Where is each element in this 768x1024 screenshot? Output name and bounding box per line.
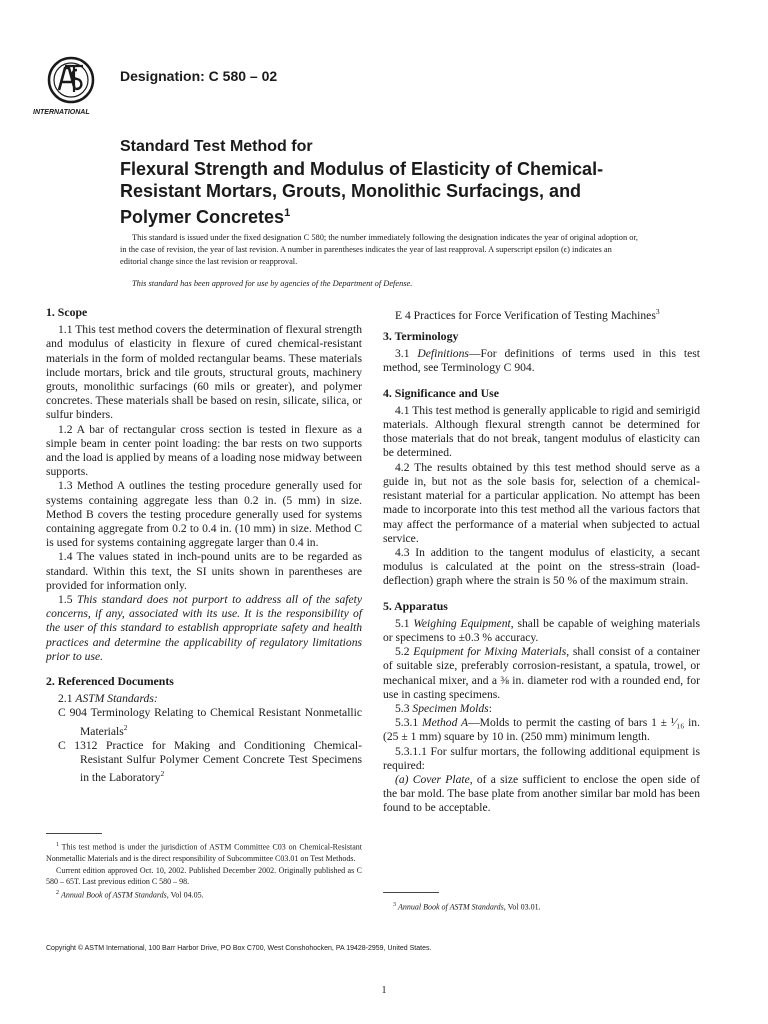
dod-approval-text: This standard has been approved for use by agencies of the Department of Defense. — [132, 279, 413, 288]
section-heading-terminology: 3. Terminology — [383, 329, 459, 344]
right-column — [383, 305, 700, 816]
copyright-notice: Copyright © ASTM International, 100 Barr Harbor Drive, PO Box C700, West Conshohocken, PA 19428-2959, United States. — [46, 945, 432, 952]
page-number: 1 — [381, 985, 387, 996]
section-heading-significance: 4. Significance and Use — [383, 385, 500, 400]
section-heading-apparatus: 5. Apparatus — [383, 598, 448, 613]
logo-wordmark: INTERNATIONAL — [33, 109, 90, 116]
paragraph-3-1: 3.1 Definitions—For definitions of terms used in this test method, see Terminology C 904. — [383, 347, 700, 375]
title-footnote-mark: 1 — [284, 207, 291, 219]
designation: Designation: C 580 – 02 — [120, 68, 278, 84]
document-title — [120, 136, 680, 228]
paragraph-4-1: 4.1 This test method is generally applicable to rigid and semirigid materials. Although flexural strength cannot be determined for those materials that do not break, tangent modulus of elasticity can be determined. — [383, 403, 700, 460]
paragraph-cover-plate: (a) Cover Plate, of a size sufficient to enclose the open side of the bar mold. The base plate from another similar bar mold has been found to be acceptable. — [383, 772, 700, 815]
paragraph-1-3: 1.3 Method A outlines the testing procedure generally used for systems containing aggregate less than 0.2 in. (5 mm) in size. Method B covers the testing procedure generally used for systems containing aggregate from 0.2 to 0.4 in. (10 mm) in size. Method C is used for systems containing aggregate larger than 0.4 in. — [46, 479, 362, 550]
footnote-1-edition: Current edition approved Oct. 10, 2002. Published December 2002. Originally published as C 580 – 65T. Last previous edition C 580 – 98. — [46, 865, 362, 887]
issuance-notice — [120, 232, 640, 290]
paragraph-5-3-1: 5.3.1 Method A—Molds to permit the casting of bars 1 ± ¹⁄₁₆ in. (25 ± 1 mm) square by 10 in. (250 mm) minimum length. — [383, 716, 700, 744]
paragraph-1-5: 1.5 This standard does not purport to address all of the safety concerns, if any, associated with its use. It is the responsibility of the user of this standard to establish appropriate safety and health practices and determine the applicability of regulatory limitations prior to use. — [46, 593, 362, 663]
reference-c904: C 904 Terminology Relating to Chemical Resistant Nonmetallic Materials$^2$ — [58, 706, 362, 738]
paragraph-5-2: 5.2 Equipment for Mixing Materials, shall consist of a container of suitable size, preferably corrosion-resistant, a spatula, trowel, or mechanical mixer, and a ⅜ in. diameter rod with a rounded end, for use in casting specimens. — [383, 645, 701, 701]
section-heading-referenced-documents: 2. Referenced Documents — [46, 674, 174, 689]
title-line-4: Polymer Concretes$^1$ — [120, 207, 291, 227]
title-line-2: Flexural Strength and Modulus of Elasticity of Chemical- — [120, 159, 604, 179]
paragraph-4-2: 4.2 The results obtained by this test method should serve as a guide in, but not as the sole basis for, selection of a chemical-resistant material for a particular application. No attempt has been made to incorporate into this test method all the various factors that may affect the performance of a material when subjected to actual service. — [383, 460, 700, 545]
footnote-3: $^3$ Annual Book of ASTM Standards, Vol 03.01. — [393, 902, 541, 912]
footnote-rule-right — [383, 892, 439, 893]
title-line-1: Standard Test Method for — [120, 138, 313, 155]
paragraph-1-1: 1.1 This test method covers the determination of flexural strength and modulus of elasticity in flexure of cured chemical-resistant materials in the form of molded rectangular beams. These materials include mortars, brick and tile grouts, structural grouts, machinery grouts, monolithic surfacings (60 mils or greater), and polymer concretes. These materials shall be based on resin, silicate, silica, or sulfur binders. — [46, 323, 362, 422]
paragraph-5-3: 5.3 Specimen Molds: — [395, 701, 492, 715]
paragraph-1-2: 1.2 A bar of rectangular cross section is tested in flexure as a simple beam in center point loading: the bar rests on two supports and the load is applied by means of a loading nose midway between supports. — [46, 422, 362, 479]
section-heading-scope: 1. Scope — [46, 305, 88, 319]
reference-c1312: C 1312 Practice for Making and Conditioning Chemical-Resistant Sulfur Polymer Cement Concrete Test Specimens in the Laboratory$^2$ — [58, 738, 362, 785]
issuance-text: This standard is issued under the fixed designation C 580; the number immediately following the designation indicates the year of original adoption or, in the case of revision, the year of last revision. A number in parentheses indicates the year of last reapproval. A superscript epsilon (ϵ) indicates an editorial change since the last revision or reapproval. — [120, 233, 639, 266]
footnote-2: $^2$ Annual Book of ASTM Standards, Vol 04.05. — [56, 890, 204, 900]
footnotes-right — [383, 900, 700, 913]
title-line-3: Resistant Mortars, Grouts, Monolithic Surfacings, and — [120, 181, 582, 201]
footnotes-left — [46, 840, 362, 901]
left-column — [46, 305, 362, 785]
paragraph-1-4: 1.4 The values stated in inch-pound units are to be regarded as standard. Within this text, the SI units shown in parentheses are provided for information only. — [46, 550, 362, 592]
paragraph-4-3: 4.3 In addition to the tangent modulus of elasticity, a secant modulus is calculated at the point on the stress-strain (load-deflection) graph where the strain is 50 % of the maximum strain. — [383, 545, 700, 588]
paragraph-2-1: 2.1 ASTM Standards: — [58, 692, 158, 706]
footnote-rule-left — [46, 833, 102, 834]
paragraph-5-1: 5.1 Weighing Equipment, shall be capable of weighing materials or specimens to ±0.3 % accuracy. — [383, 616, 701, 644]
footnote-1: $^1$ This test method is under the jurisdiction of ASTM Committee C03 on Chemical-Resistant Nonmetallic Materials and is the direct responsibility of Subcommittee C03.01 on Test Methods. — [46, 842, 362, 864]
paragraph-5-3-1-1: 5.3.1.1 For sulfur mortars, the following additional equipment is required: — [383, 744, 700, 772]
reference-e4: E 4 Practices for Force Verification of Testing Machines$^3$ — [395, 307, 660, 322]
